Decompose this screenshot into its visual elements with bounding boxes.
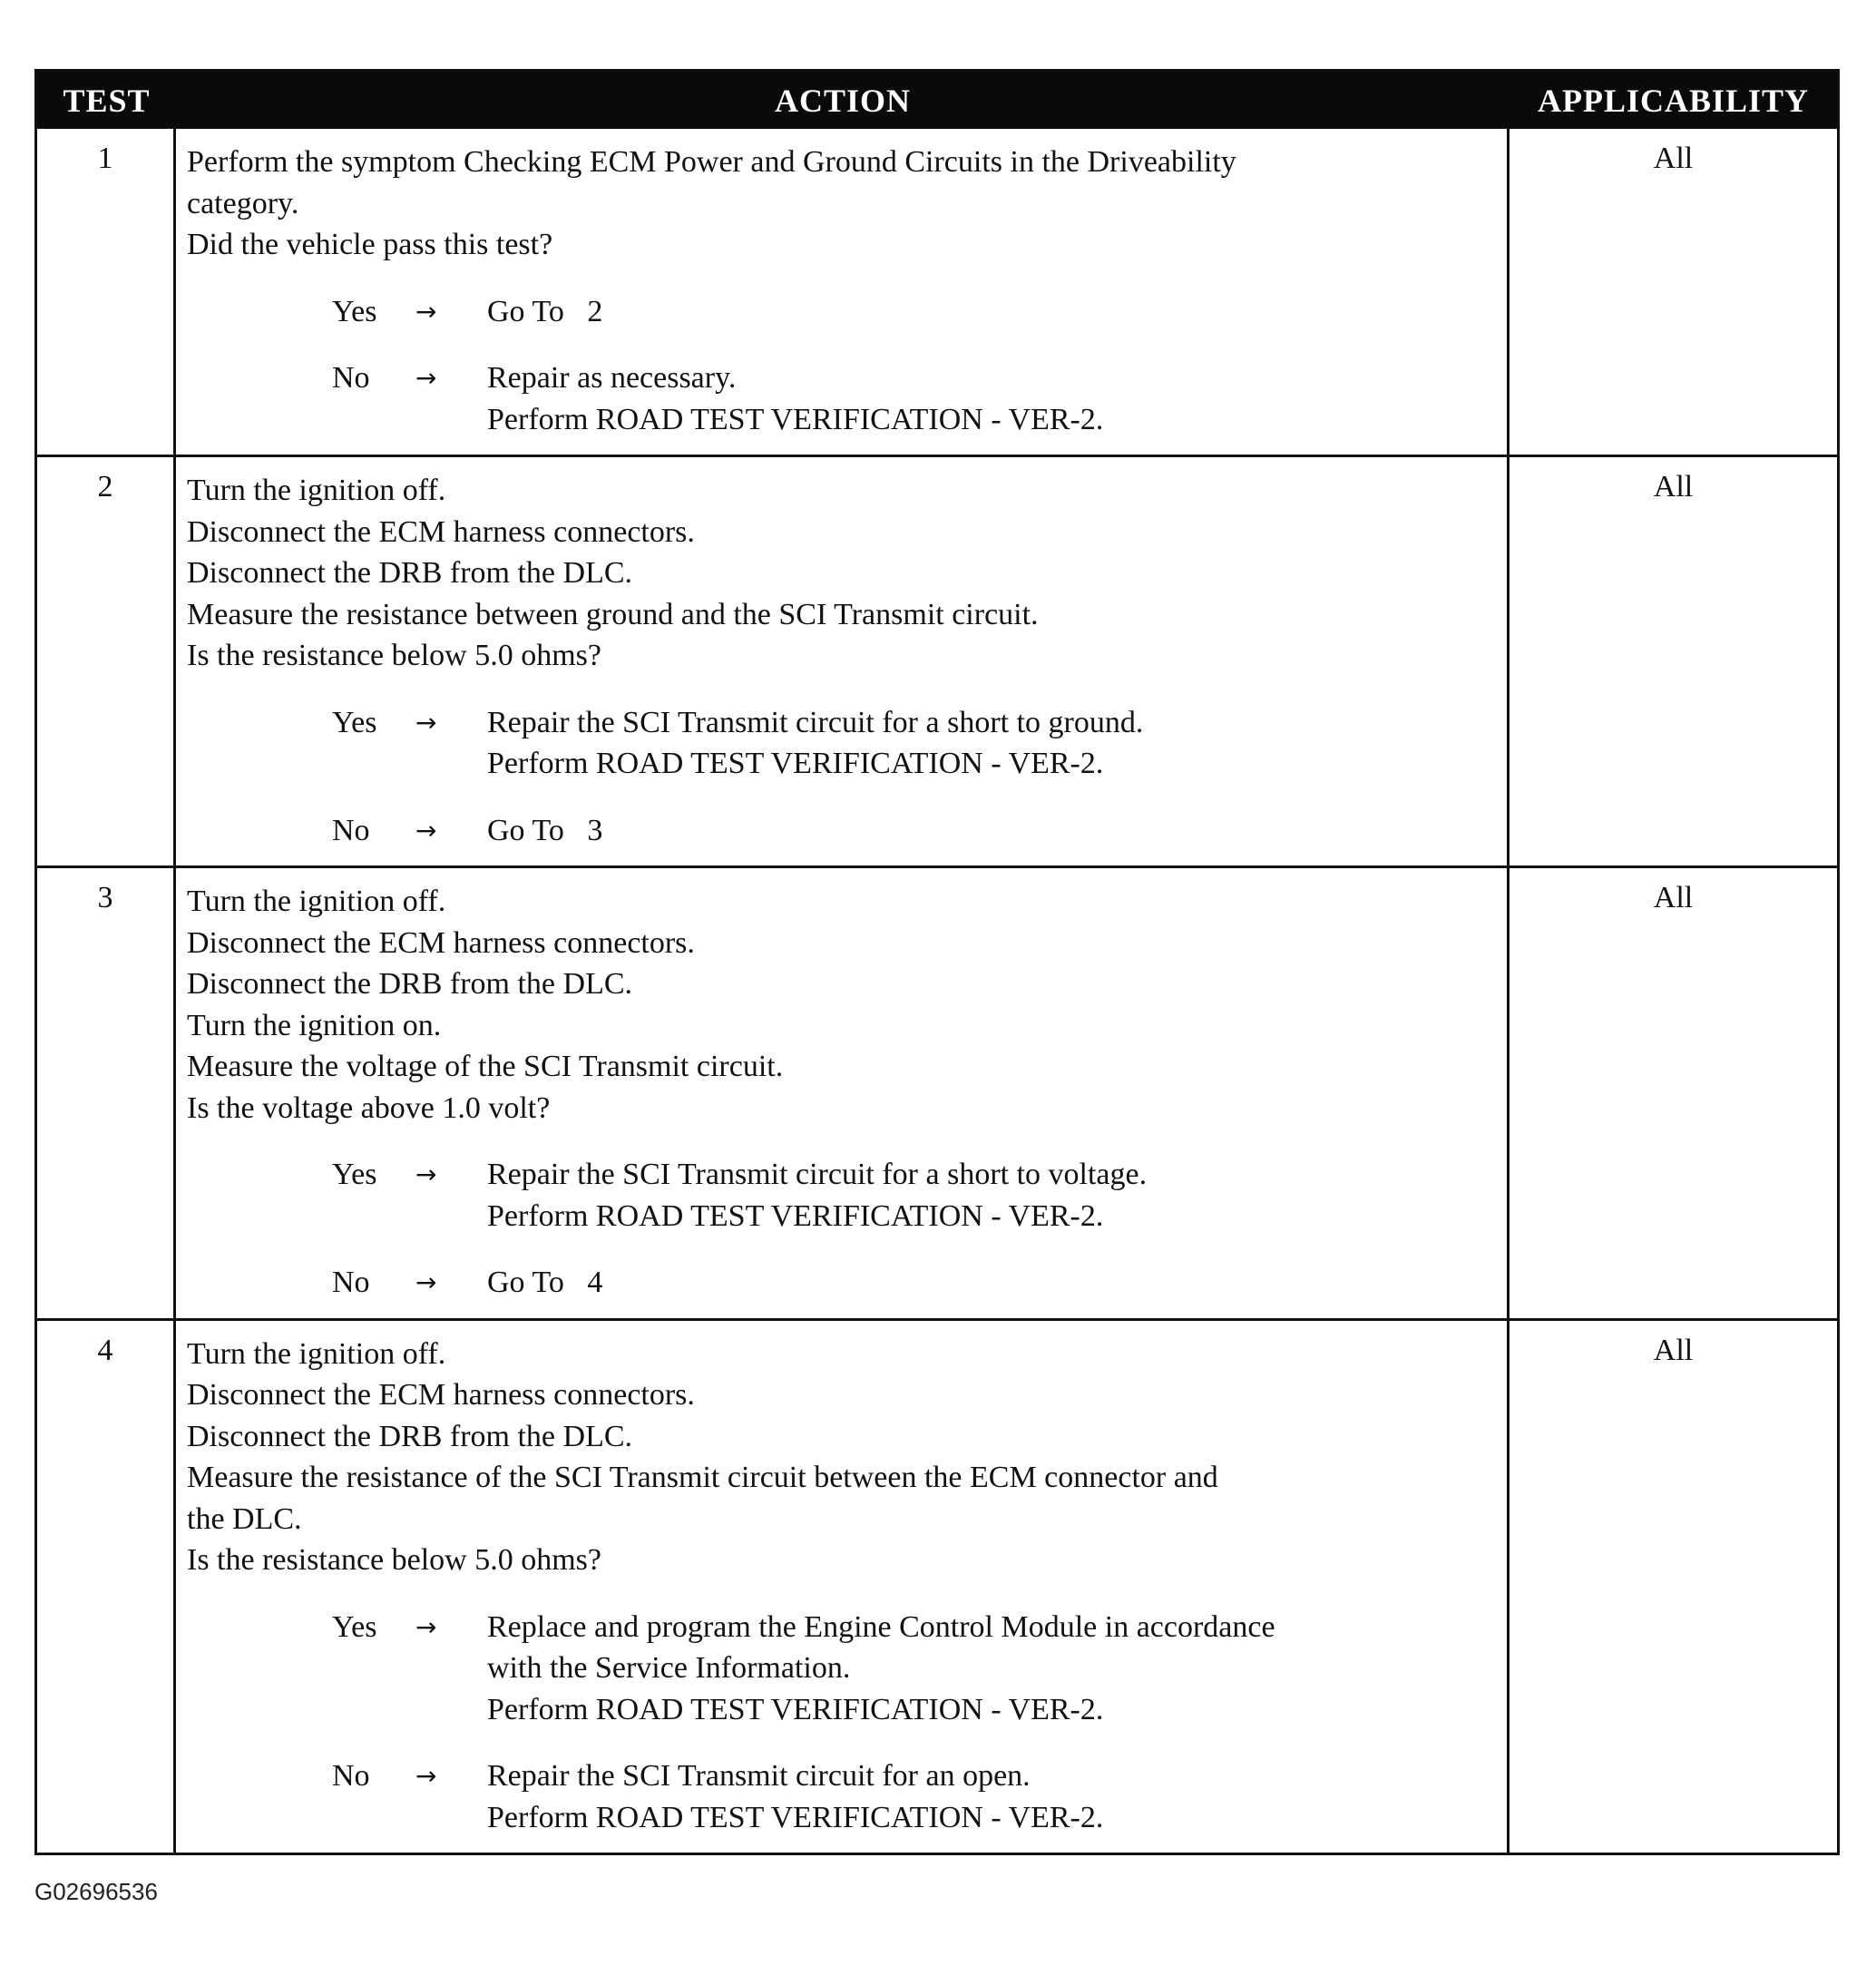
answer-list [187,291,1498,441]
instruction-line: Perform the symptom Checking ECM Power and Ground Circuits in the Driveability [187,145,1236,179]
answer-yes [187,1607,1498,1731]
answer-result [487,1262,1498,1304]
instruction-line: Disconnect the DRB from the DLC. [187,1419,633,1453]
result-line: Replace and program the Engine Control Module in accordance [487,1609,1275,1644]
instruction-line: the DLC. [187,1501,302,1536]
arrow-right-icon: → [415,815,437,846]
instruction-line: Turn the ignition off. [187,1336,446,1371]
instruction-line: Turn the ignition on. [187,1008,442,1042]
result-line: Perform ROAD TEST VERIFICATION - VER-2. [487,747,1104,780]
arrow-right-icon: → [415,363,437,393]
result-line: Repair the SCI Transmit circuit for an open. [487,1759,1031,1793]
answer-no [187,357,1498,440]
instruction-line: Measure the resistance between ground and the SCI Transmit circuit. [187,597,1039,631]
table-header [37,72,1837,129]
header-action: ACTION [774,82,912,119]
answer-no [187,1262,1498,1304]
action-cell [176,129,1510,455]
arrow-right-icon: → [415,296,437,327]
applicability-value: All [1653,142,1694,175]
instruction-line: Turn the ignition off. [187,474,446,507]
answer-result [487,291,1498,333]
result-line: Go To 4 [487,1266,603,1299]
answer-label: No [332,1266,370,1299]
instruction-line: Is the voltage above 1.0 volt? [187,1090,551,1125]
table-row [37,455,1837,865]
answer-list [187,702,1498,852]
answer-yes [187,702,1498,785]
arrow-right-icon: → [415,1267,437,1297]
answer-yes [187,291,1498,333]
instruction-line: Did the vehicle pass this test? [187,228,553,261]
header-test: TEST [63,82,151,119]
result-line: Go To 3 [487,813,603,847]
result-line: Perform ROAD TEST VERIFICATION - VER-2. [487,1800,1104,1834]
answer-label: Yes [332,1158,377,1191]
applicability-value: All [1653,470,1694,504]
answer-yes [187,1154,1498,1237]
result-line: Perform ROAD TEST VERIFICATION - VER-2. [487,402,1104,436]
arrow-right-icon: → [415,1159,437,1189]
table-row [37,1318,1837,1853]
result-line: with the Service Information. [487,1651,851,1685]
answer-result [487,1154,1498,1237]
test-number: 1 [37,129,176,455]
applicability-value: All [1653,1333,1694,1367]
answer-no [187,810,1498,852]
instruction-line: Disconnect the DRB from the DLC. [187,967,633,1001]
arrow-right-icon: → [415,707,437,738]
result-line: Go To 2 [487,294,603,328]
action-cell [176,868,1510,1318]
answer-label: No [332,361,370,395]
result-line: Repair the SCI Transmit circuit for a short to voltage. [487,1158,1148,1191]
test-number: 2 [37,457,176,865]
answer-result [487,810,1498,852]
instruction-line: Disconnect the DRB from the DLC. [187,556,633,590]
arrow-right-icon: → [415,1611,437,1642]
result-line: Perform ROAD TEST VERIFICATION - VER-2. [487,1692,1104,1726]
table-body [37,129,1837,1853]
instruction-line: Turn the ignition off. [187,885,446,918]
instruction-line: Measure the voltage of the SCI Transmit circuit. [187,1050,784,1083]
result-line: Repair the SCI Transmit circuit for a short to ground. [487,705,1144,739]
diagnostic-test-table [34,69,1840,1855]
answer-no [187,1755,1498,1838]
instruction-line: Is the resistance below 5.0 ohms? [187,639,601,672]
test-number: 3 [37,868,176,1318]
result-line: Repair as necessary. [487,361,737,395]
answer-result [487,357,1498,440]
answer-label: Yes [332,294,377,328]
test-number: 4 [37,1321,176,1853]
header-applicability: APPLICABILITY [1537,82,1810,119]
table-row [37,129,1837,455]
answer-label: Yes [332,1609,377,1644]
instruction-line: category. [187,186,299,220]
answer-list [187,1154,1498,1304]
answer-result [487,1755,1498,1838]
action-cell [176,457,1510,865]
arrow-right-icon: → [415,1761,437,1791]
instruction-line: Is the resistance below 5.0 ohms? [187,1543,601,1577]
instruction-line: Disconnect the ECM harness connectors. [187,514,695,549]
instruction-line: Disconnect the ECM harness connectors. [187,1378,695,1412]
table-row [37,865,1837,1318]
figure-id: G02696536 [34,1878,158,1905]
answer-result [487,1607,1498,1731]
applicability-value: All [1653,881,1694,914]
answer-list [187,1607,1498,1839]
answer-label: No [332,813,370,847]
answer-label: Yes [332,705,377,739]
instruction-line: Measure the resistance of the SCI Transmit circuit between the ECM connector and [187,1461,1218,1494]
action-cell [176,1321,1510,1853]
answer-result [487,702,1498,785]
result-line: Perform ROAD TEST VERIFICATION - VER-2. [487,1198,1104,1233]
instruction-line: Disconnect the ECM harness connectors. [187,925,695,960]
answer-label: No [332,1759,370,1793]
